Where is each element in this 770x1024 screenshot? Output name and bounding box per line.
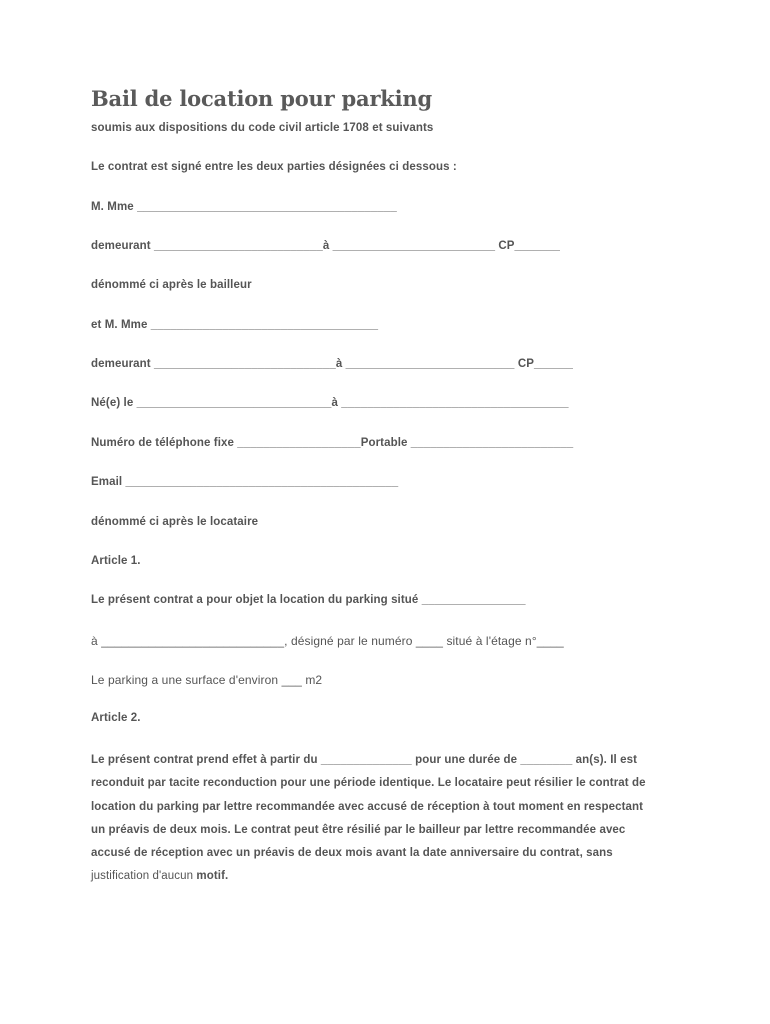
- article2-line: accusé de réception avec un préavis de deux mois avant la date anniversaire du contrat, sans: [91, 847, 613, 860]
- article2-last-line: [91, 865, 680, 888]
- article1-object-line: Le présent contrat a pour objet la location du parking situé ________________: [91, 594, 526, 606]
- locataire-name-field: et M. Mme ___________________________________: [91, 319, 379, 331]
- article1-location-line: à ___________________________, désigné par le numéro ____ situé à l'étage n°____: [91, 634, 564, 648]
- locataire-designation: dénommé ci après le locataire: [91, 516, 259, 528]
- locataire-phone-field: Numéro de téléphone fixe ___________________Portable _________________________: [91, 437, 574, 449]
- article2-last-line-normal: justification d'aucun: [91, 870, 194, 883]
- article2-paragraph: [91, 749, 680, 889]
- locataire-email-field: Email __________________________________________: [91, 476, 399, 488]
- article2-heading: Article 2.: [91, 712, 141, 724]
- article1-heading: Article 1.: [91, 555, 141, 567]
- locataire-address-field: demeurant ____________________________à __________________________ CP______: [91, 358, 573, 370]
- locataire-birth-field: Né(e) le ______________________________à ___________________________________: [91, 397, 569, 409]
- article2-last-line-bold: motif.: [196, 870, 229, 883]
- article2-line: location du parking par lettre recommandée avec accusé de réception à tout moment en respectant: [91, 800, 644, 813]
- article2-line: un préavis de deux mois. Le contrat peut être résilié par le bailleur par lettre recommandée avec: [91, 823, 626, 836]
- bailleur-address-field: demeurant __________________________à _________________________ CP_______: [91, 240, 561, 252]
- document-subtitle: soumis aux dispositions du code civil article 1708 et suivants: [91, 122, 434, 134]
- article2-line: reconduit par tacite reconduction pour une période identique. Le locataire peut résilier le contrat de: [91, 777, 646, 790]
- bailleur-name-field: M. Mme ________________________________________: [91, 201, 397, 213]
- intro-text: Le contrat est signé entre les deux parties désignées ci dessous :: [91, 161, 457, 173]
- article2-line: Le présent contrat prend effet à partir du ______________ pour une durée de ________ an(s). Il est: [91, 754, 638, 766]
- document-title: Bail de location pour parking: [91, 86, 432, 111]
- article1-surface-line: Le parking a une surface d'environ ___ m2: [91, 673, 323, 687]
- bailleur-designation: dénommé ci après le bailleur: [91, 279, 252, 291]
